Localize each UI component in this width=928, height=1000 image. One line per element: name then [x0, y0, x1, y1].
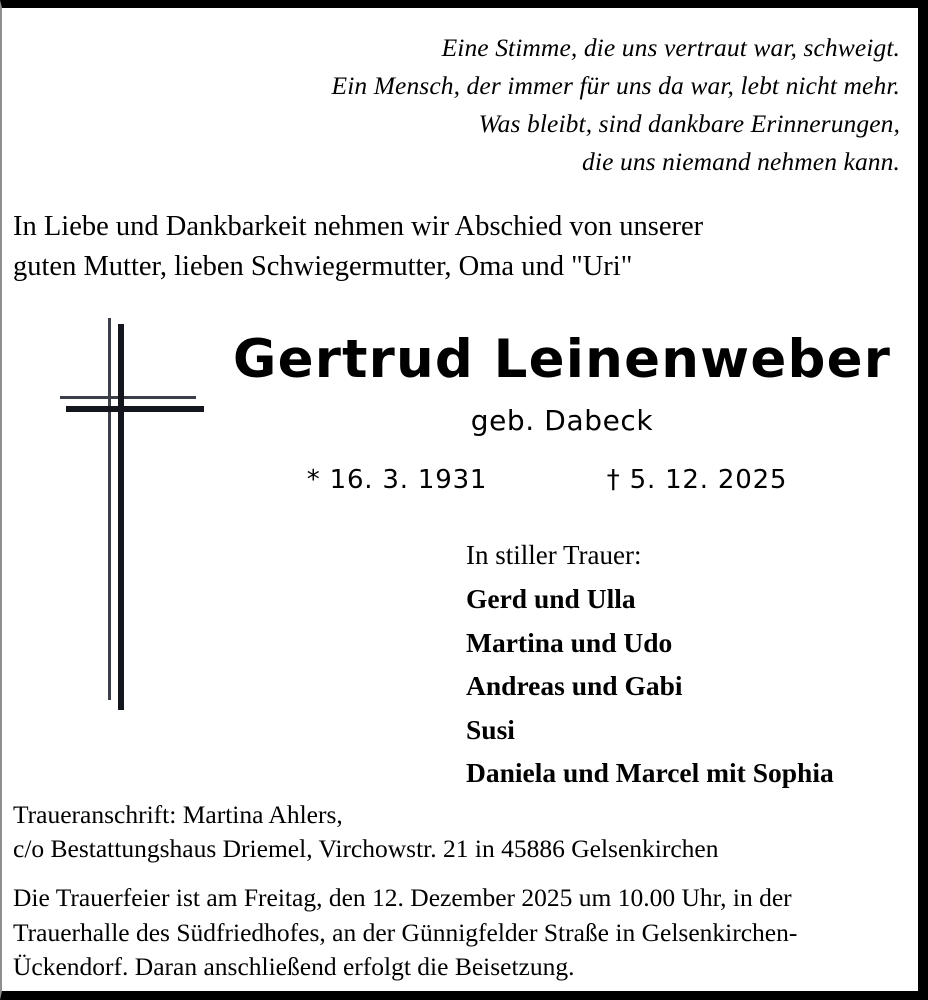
- mourner-name: Susi: [466, 713, 515, 745]
- deceased-name-block: [217, 330, 907, 439]
- mourners-heading: In stiller Trauer:: [466, 540, 642, 570]
- birth-date: * 16. 3. 1931: [306, 465, 488, 495]
- cross-vertical-front: [118, 324, 124, 710]
- poem-line: die uns niemand nehmen kann.: [582, 147, 900, 176]
- deceased-maiden-name: geb. Dabeck: [470, 404, 654, 437]
- mourner-name: Andreas und Gabi: [466, 670, 683, 701]
- service-line: Die Trauerfeier ist am Freitag, den 12. Dezember 2025 um 10.00 Uhr, in der: [13, 883, 792, 912]
- service-line: Ückendorf. Daran anschließend erfolgt die Beisetzung.: [13, 952, 575, 981]
- intro-line: guten Mutter, lieben Schwiegermutter, Oma und "Uri": [13, 251, 633, 282]
- poem-line: Was bleibt, sind dankbare Erinnerungen,: [478, 109, 900, 138]
- mourner-name: Martina und Udo: [466, 626, 673, 658]
- cross-horizontal-back: [60, 396, 196, 399]
- cross-icon: [52, 310, 208, 710]
- intro-line: In Liebe und Dankbarkeit nehmen wir Abschied von unserer: [13, 211, 704, 242]
- service-line: Trauerhalle des Südfriedhofes, an der Günnigfelder Straße in Gelsenkirchen-: [13, 917, 798, 947]
- death-date: † 5. 12. 2025: [606, 465, 788, 495]
- poem-line: Eine Stimme, die uns vertraut war, schweigt.: [441, 33, 900, 62]
- deceased-name: Gertrud Leinenweber: [232, 329, 892, 390]
- cross-vertical-back: [108, 318, 111, 700]
- mourner-name: Daniela und Marcel mit Sophia: [466, 757, 834, 788]
- mourning-address-line: c/o Bestattungshaus Driemel, Virchowstr. 21 in 45886 Gelsenkirchen: [13, 834, 719, 863]
- mourners-block: [466, 534, 906, 795]
- cross-horizontal-front: [66, 406, 204, 412]
- announcement-intro: [2, 181, 918, 287]
- mourner-name: Gerd und Ulla: [466, 583, 636, 614]
- notice-footer: [13, 798, 904, 985]
- poem-line: Ein Mensch, der immer für uns da war, lebt nicht mehr.: [331, 71, 900, 100]
- mourning-address-line: Traueranschrift: Martina Ahlers,: [13, 800, 343, 829]
- funeral-service-details: [13, 881, 904, 985]
- epitaph-poem: [2, 8, 918, 181]
- life-dates: [217, 465, 877, 495]
